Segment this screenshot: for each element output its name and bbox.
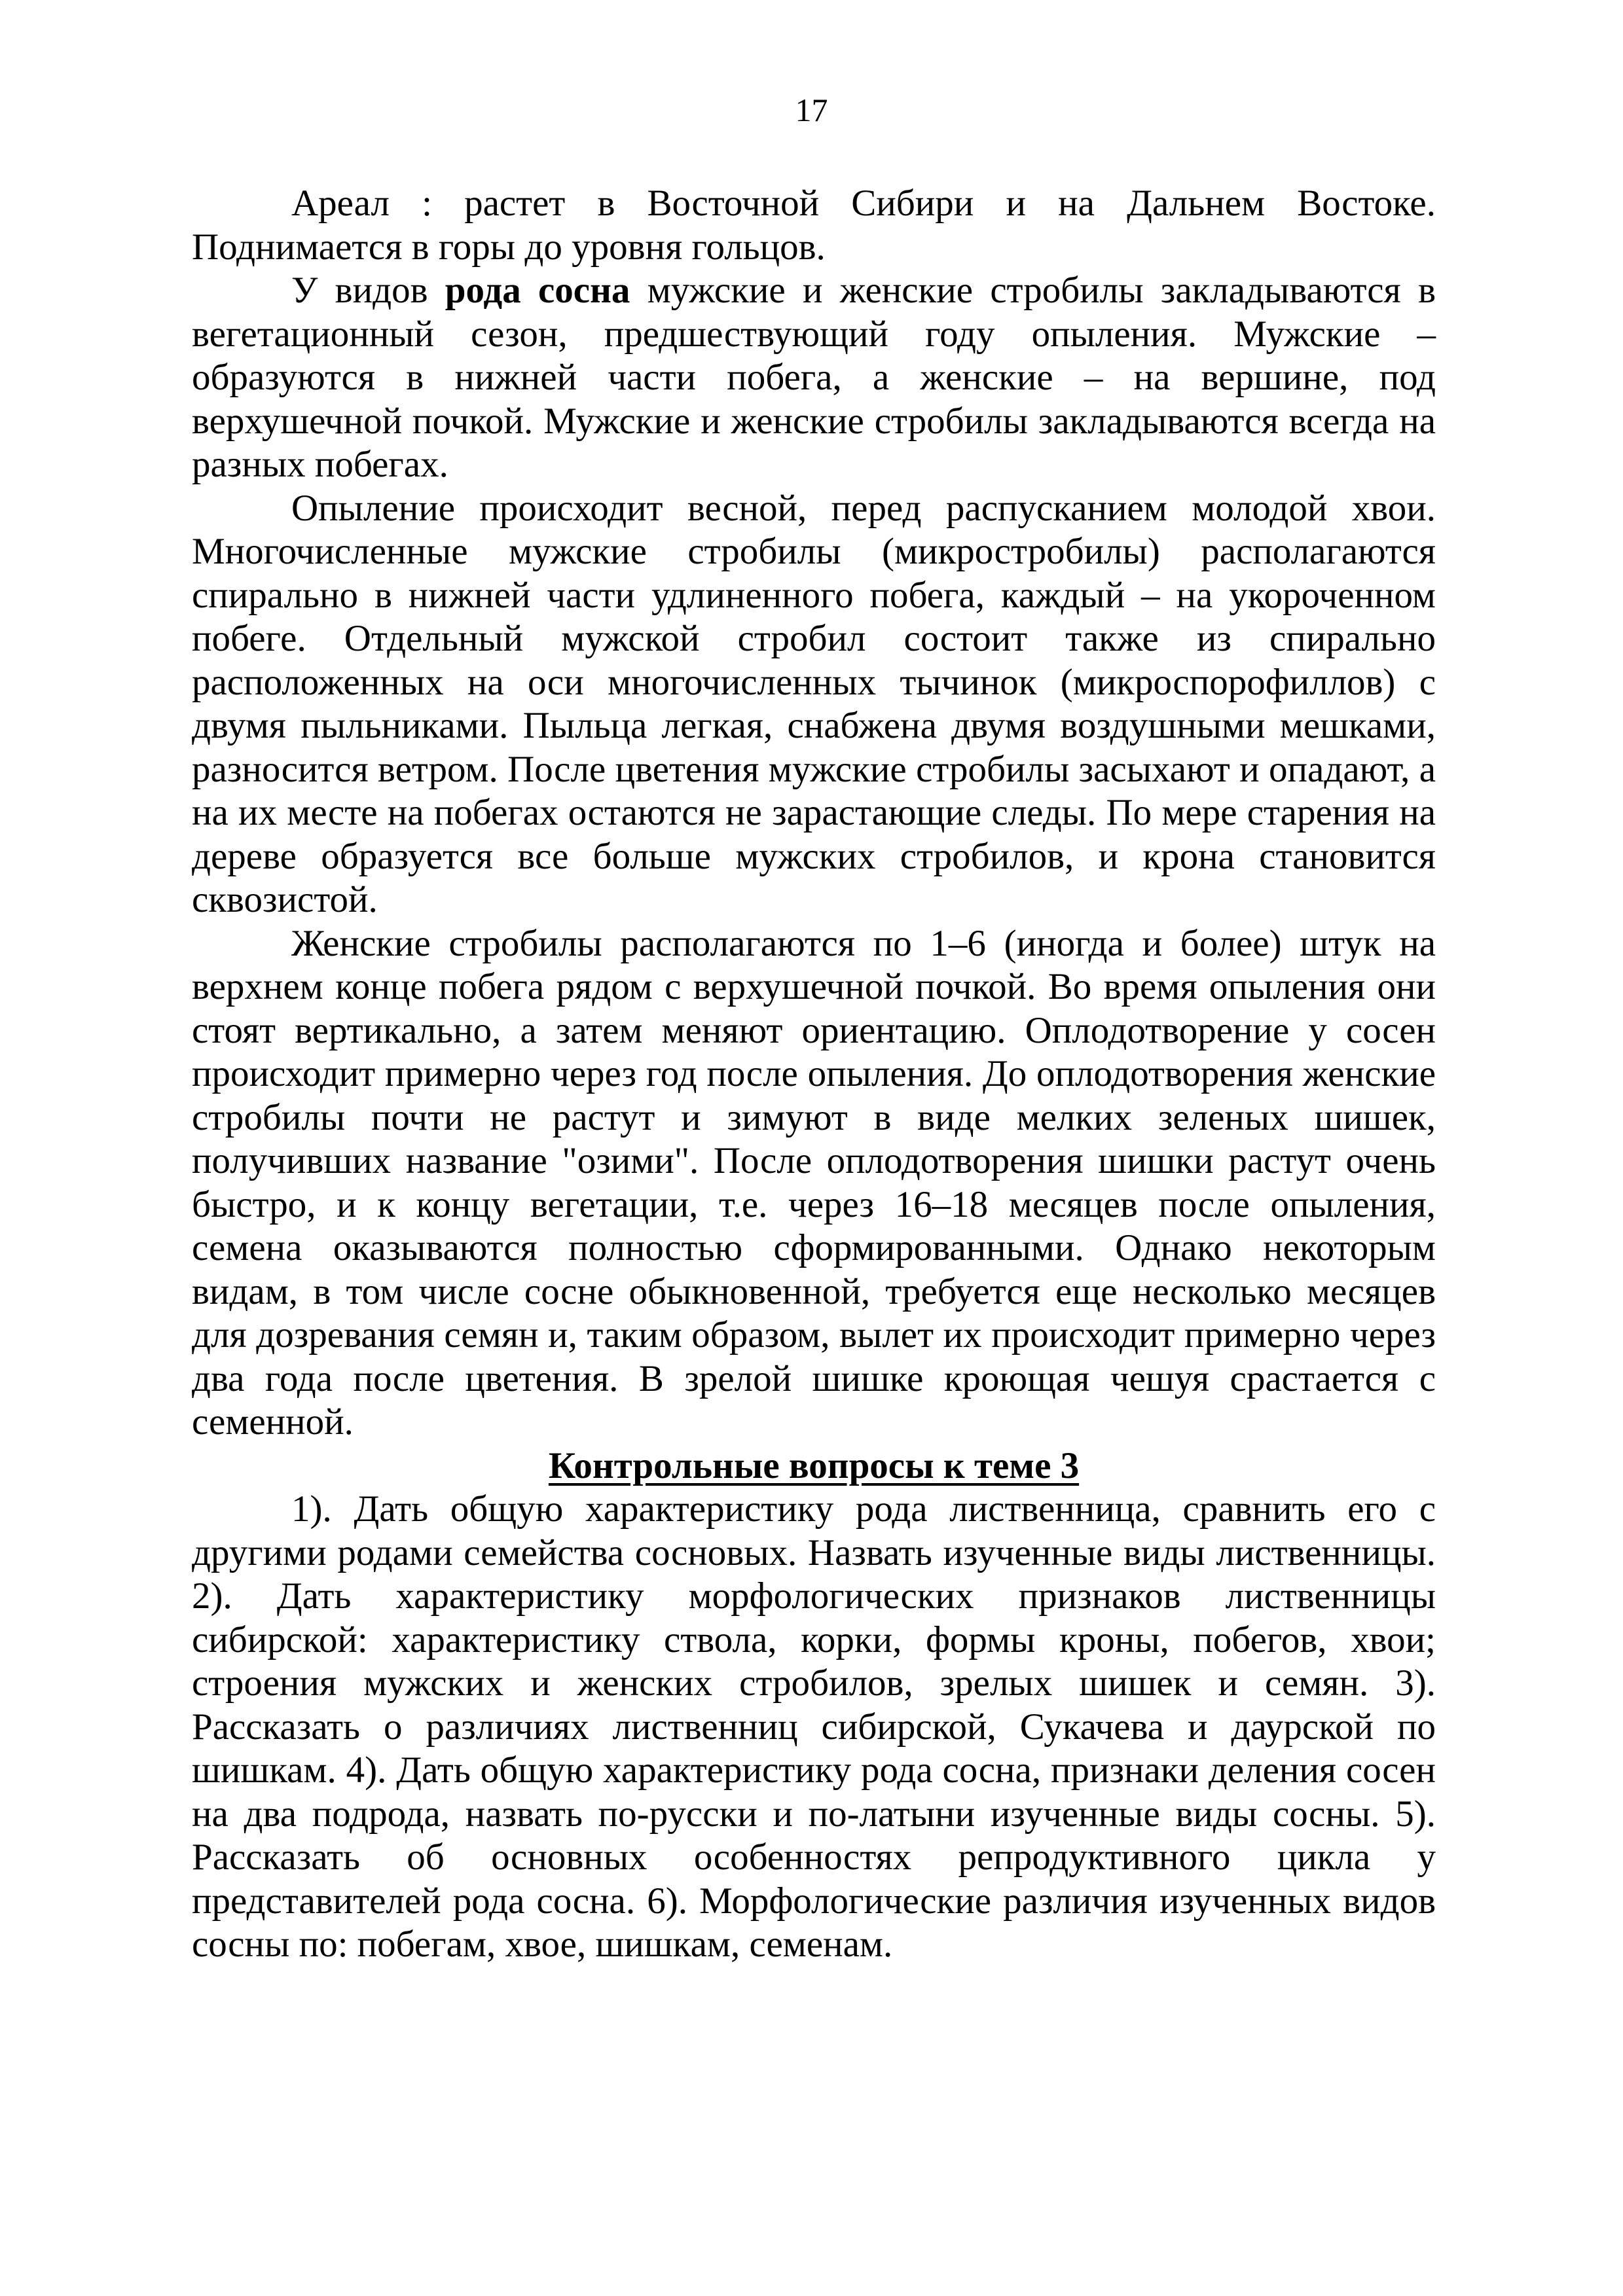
paragraph-pollination: Опыление происходит весной, перед распусканием молодой хвои. Многочисленные мужские стробилы (микростробилы) располагаются спирально в нижней части удлиненного побега, каждый – на укороченном побеге. Отдельный мужской стробил состоит также из спирально расположенных на оси многочисленных тычинок (микроспорофиллов) с двумя пыльниками. Пыльца легкая, снабжена двумя воздушными мешками, разносится ветром. После цветения мужские стробилы засыхают и опадают, а на их месте на побегах остаются не зарастающие следы. По мере старения на дереве образуется все больше мужских стробилов, и крона становится сквозистой. <box>192 487 1436 920</box>
paragraph-body-text: мужские и женские стробилы закладываются в вегетационный сезон, предшествующий году опыления. Мужские – образуются в нижней части побега, а женские – на вершине, под верхушечной почкой. Мужские и женские стробилы закладываются всегда на разных побегах. <box>192 270 1436 485</box>
paragraph-range: Ареал : растет в Восточной Сибири и на Дальнем Востоке. Поднимается в горы до уровня гольцов. <box>192 183 1436 268</box>
paragraph-lead-text: У видов <box>291 270 445 311</box>
page-number: 17 <box>795 92 828 128</box>
bold-term-pine-genus: рода сосна <box>445 270 630 311</box>
paragraph-pine-strobili <box>192 269 1436 487</box>
paragraph-female-strobili: Женские стробилы располагаются по 1–6 (иногда и более) штук на верхнем конце побега рядом с верхушечной почкой. Во время опыления они стоят вертикально, а затем меняют ориентацию. Оплодотворение у сосен происходит примерно через год после опыления. До оплодотворения женские стробилы почти не растут и зимуют в виде мелких зеленых шишек, получивших название "озими". После оплодотворения шишки растут очень быстро, и к концу вегетации, т.е. через 16–18 месяцев после опыления, семена оказываются полностью сформированными. Однако некоторым видам, в том числе сосне обыкновенной, требуется еще несколько месяцев для дозревания семян и, таким образом, вылет их происходит примерно через два года после цветения. В зрелой шишке кроющая чешуя срастается с семенной. <box>192 922 1436 1443</box>
paragraph-questions: 1). Дать общую характеристику рода лиственница, сравнить его с другими родами семейства сосновых. Назвать изученные виды лиственницы. 2). Дать характеристику морфологических признаков лиственницы сибирской: характеристику ствола, корки, формы кроны, побегов, хвои; строения мужских и женских стробилов, зрелых шишек и семян. 3). Рассказать о различиях лиственниц сибирской, Сукачева и даурской по шишкам. 4). Дать общую характеристику рода сосна, признаки деления сосен на два подрода, назвать по-русски и по-латыни изученные виды сосны. 5). Рассказать об основных особенностях репродуктивного цикла у представителей рода сосна. 6). Морфологические различия изученных видов сосны по: побегам, хвое, шишкам, семенам. <box>192 1488 1436 1965</box>
section-heading-questions: Контрольные вопросы к теме 3 <box>548 1444 1080 1486</box>
document-body <box>192 182 1436 1967</box>
